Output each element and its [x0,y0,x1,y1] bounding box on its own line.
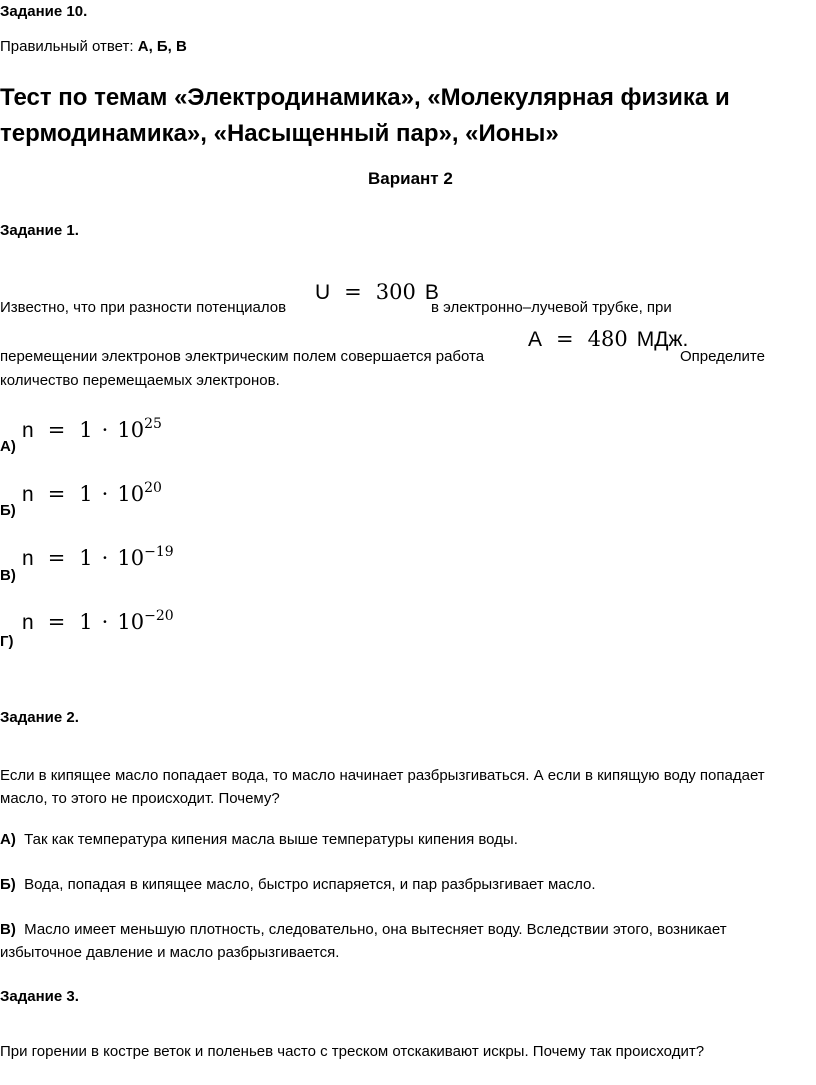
task1-option-v-formula: $n = 1 \cdot 10^{-19}$ [22,544,174,570]
task1-option-a-formula: $n = 1 \cdot 10^{25}$ [22,416,162,442]
task1-option-g-letter: Г) [0,633,14,650]
task2-title: Задание 2. [0,709,79,726]
task1-text-part4: Определите [680,348,765,365]
prev-task-answer-value: А, Б, В [137,38,187,55]
task1-option-a-letter: А) [0,438,16,455]
task1-title: Задание 1. [0,222,79,239]
variant-title: Вариант 2 [368,169,453,188]
task1-text-part2: в электронно–лучевой трубке, при [431,299,672,316]
prev-task-title: Задание 10. [0,3,88,20]
task1-option-b-letter: Б) [0,502,16,519]
formula-work: А = 480 МДж. [528,327,689,351]
task1-text-part1: Известно, что при разности потенциалов [0,299,287,316]
task3-question: При горении в костре веток и поленьев часто с треском отскакивают искры. Почему так происходит? [0,1043,705,1060]
prev-task-answer-label: Правильный ответ: [0,38,138,55]
test-heading: Тест по темам «Электродинамика», «Молекулярная физика и термодинамика», «Насыщенный пар», «Ионы» [0,84,730,147]
task1-option-g-formula: $n = 1 \cdot 10^{-20}$ [22,608,174,634]
task1-option-b-formula: $n = 1 \cdot 10^{20}$ [22,480,162,506]
task2-question: Если в кипящее масло попадает вода, то масло начинает разбрызгиваться. А если в кипящую воду попадает масло, то этого не происходит. Почему? [0,767,765,807]
task1-text-part5: количество перемещаемых электронов. [0,372,280,389]
task3-title: Задание 3. [0,988,79,1005]
task2-option-v: В) Масло имеет меньшую плотность, следовательно, она вытесняет воду. Вследствии этого, возникает избыточное давление и масло разбрызгивается. [0,921,727,961]
task2-option-b: Б) Вода, попадая в кипящее масло, быстро испаряется, и пар разбрызгивает масло. [0,876,596,893]
prev-task-answer [0,37,187,57]
task2-option-a: А) Так как температура кипения масла выше температуры кипения воды. [0,831,518,848]
task1-text-part3: перемещении электронов электрическим полем совершается работа [0,348,485,365]
formula-voltage: U = 300 В [315,280,439,304]
task1-option-v-letter: В) [0,567,16,584]
